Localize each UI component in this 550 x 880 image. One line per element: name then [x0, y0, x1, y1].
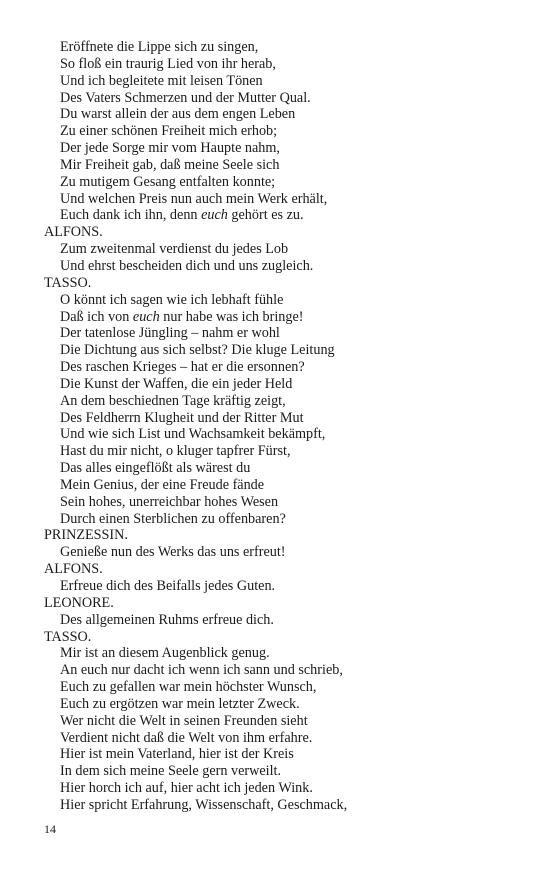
verse-line: Und ehrst bescheiden dich und uns zugleich.: [60, 257, 314, 274]
play-text: [44, 39, 514, 814]
speaker-name: TASSO.: [44, 274, 92, 291]
verse-line: Und welchen Preis nun auch mein Werk erhält,: [60, 190, 328, 207]
verse-line: Hast du mir nicht, o kluger tapfrer Fürst,: [60, 443, 291, 460]
verse-line: Euch zu gefallen war mein höchster Wunsch,: [60, 679, 317, 696]
speaker-name: PRINZESSIN.: [44, 527, 128, 544]
verse-line: O könnt ich sagen wie ich lebhaft fühle: [60, 291, 284, 308]
verse-line: Hier ist mein Vaterland, hier ist der Kreis: [60, 746, 294, 763]
text-segment: gehört es zu.: [227, 207, 304, 224]
speaker-name: ALFONS.: [44, 561, 103, 578]
verse-line: Erfreue dich des Beifalls jedes Guten.: [60, 578, 276, 594]
verse-line: Du warst allein der aus dem engen Leben: [60, 106, 296, 123]
verse-line: [44, 207, 514, 224]
verse-line: Verdient nicht daß die Welt von ihm erfahre.: [60, 729, 313, 746]
verse-line: Der jede Sorge mir vom Haupte nahm,: [60, 140, 280, 157]
verse-line: An dem beschiednen Tage kräftig zeigt,: [60, 392, 286, 409]
verse-line: Wer nicht die Welt in seinen Freunden sieht: [60, 712, 308, 729]
speaker-name: TASSO.: [44, 628, 92, 645]
verse-line: Und ich begleitete mit leisen Tönen: [60, 72, 263, 89]
verse-line: Genieße nun des Werks das uns erfreut!: [60, 544, 286, 561]
verse-line: Hier horch ich auf, hier acht ich jeden Wink.: [60, 780, 313, 797]
verse-line: An euch nur dacht ich wenn ich sann und schrieb,: [60, 662, 343, 679]
verse-line: Zu einer schönen Freiheit mich erhob;: [60, 123, 278, 140]
verse-line: Euch zu ergötzen war mein letzter Zweck.: [60, 695, 300, 712]
verse-line: Eröffnete die Lippe sich zu singen,: [60, 39, 259, 55]
verse-line: Und wie sich List und Wachsamkeit bekämpft,: [60, 426, 326, 443]
verse-line: Mein Genius, der eine Freude fände: [60, 476, 265, 493]
emphasis-text: euch: [201, 207, 228, 224]
page-number: 14: [44, 822, 56, 836]
verse-line: Des Vaters Schmerzen und der Mutter Qual.: [60, 89, 311, 106]
verse-line: Hier spricht Erfahrung, Wissenschaft, Geschmack,: [60, 796, 348, 813]
verse-line: Durch einen Sterblichen zu offenbaren?: [60, 510, 286, 527]
verse-line: Des raschen Krieges – hat er die ersonnen?: [60, 359, 305, 376]
verse-line: Mir Freiheit gab, daß meine Seele sich: [60, 156, 280, 173]
verse-line: In dem sich meine Seele gern verweilt.: [60, 763, 282, 780]
verse-line: Die Dichtung aus sich selbst? Die kluge Leitung: [60, 342, 335, 359]
verse-line: Zu mutigem Gesang entfalten konnte;: [60, 173, 276, 190]
verse-line: Das alles eingeflößt als wärest du: [60, 460, 251, 477]
verse-line: Mir ist an diesem Augenblick genug.: [60, 645, 270, 662]
verse-line: Sein hohes, unerreichbar hohes Wesen: [60, 493, 279, 510]
verse-line: [44, 309, 514, 326]
verse-line: Des Feldherrn Klugheit und der Ritter Mut: [60, 409, 304, 426]
speaker-name: ALFONS.: [44, 224, 103, 241]
speaker-name: LEONORE.: [44, 594, 114, 611]
text-segment: Daß ich von: [60, 308, 133, 325]
verse-line: Die Kunst der Waffen, die ein jeder Held: [60, 375, 293, 392]
emphasis-text: euch: [132, 308, 160, 325]
verse-line: Der tatenlose Jüngling – nahm er wohl: [60, 325, 280, 342]
text-segment: nur habe was ich bringe!: [159, 308, 304, 325]
verse-line: Zum zweitenmal verdienst du jedes Lob: [60, 241, 289, 258]
text-segment: Euch dank ich ihn, denn: [60, 207, 202, 224]
verse-line: Des allgemeinen Ruhms erfreue dich.: [60, 611, 274, 628]
verse-line: So floß ein traurig Lied von ihr herab,: [60, 55, 276, 72]
